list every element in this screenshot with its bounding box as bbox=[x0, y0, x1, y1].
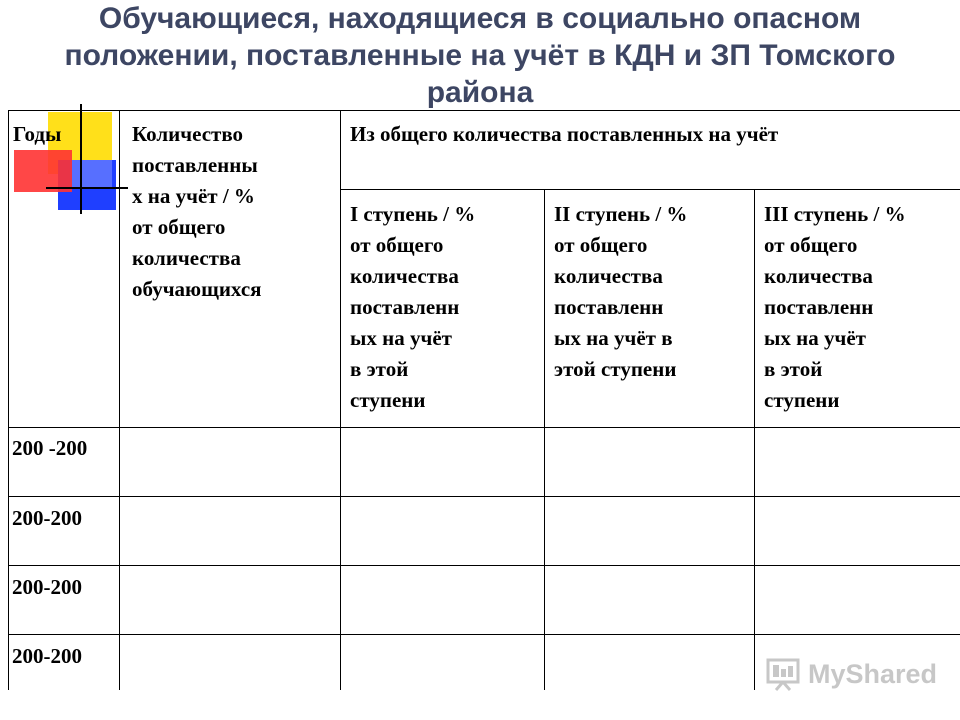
table-rule-subheader bbox=[340, 189, 960, 190]
table-rule-row-1 bbox=[8, 496, 960, 497]
row-year-4: 200-200 bbox=[12, 644, 82, 668]
slide-title: Обучающиеся, находящиеся в социально опасном положении, поставленные на учёт в КДН и ЗП Томского района bbox=[64, 2, 896, 109]
table-col-rule-2 bbox=[340, 110, 341, 690]
data-table bbox=[8, 110, 960, 690]
header-stage-2: II ступень / % от общего количества поставленн ых на учёт в этой ступени bbox=[554, 202, 688, 381]
table-border-left bbox=[8, 110, 9, 690]
header-stage-1: I ступень / % от общего количества поставленн ых на учёт в этой ступени bbox=[350, 202, 476, 412]
table-rule-header-bottom bbox=[8, 427, 960, 428]
watermark-text: MyShared bbox=[808, 658, 938, 689]
table-col-rule-1 bbox=[119, 110, 120, 690]
header-count: Количество поставленны х на учёт / % от общего количества обучающихся bbox=[132, 122, 262, 301]
row-year-3: 200-200 bbox=[12, 575, 82, 599]
watermark bbox=[766, 654, 946, 694]
header-group: Из общего количества поставленных на учёт bbox=[350, 122, 779, 146]
row-year-1: 200 -200 bbox=[12, 436, 88, 460]
table-col-rule-3 bbox=[544, 189, 545, 690]
table-border-top bbox=[8, 110, 960, 111]
table-rule-row-2 bbox=[8, 565, 960, 566]
header-years: Годы bbox=[13, 122, 62, 146]
header-stage-3: III ступень / % от общего количества поставленн ых на учёт в этой ступени bbox=[764, 202, 906, 412]
projector-screen-icon bbox=[766, 657, 800, 691]
row-year-2: 200-200 bbox=[12, 506, 82, 530]
table-rule-row-3 bbox=[8, 634, 960, 635]
table-col-rule-4 bbox=[754, 189, 755, 690]
